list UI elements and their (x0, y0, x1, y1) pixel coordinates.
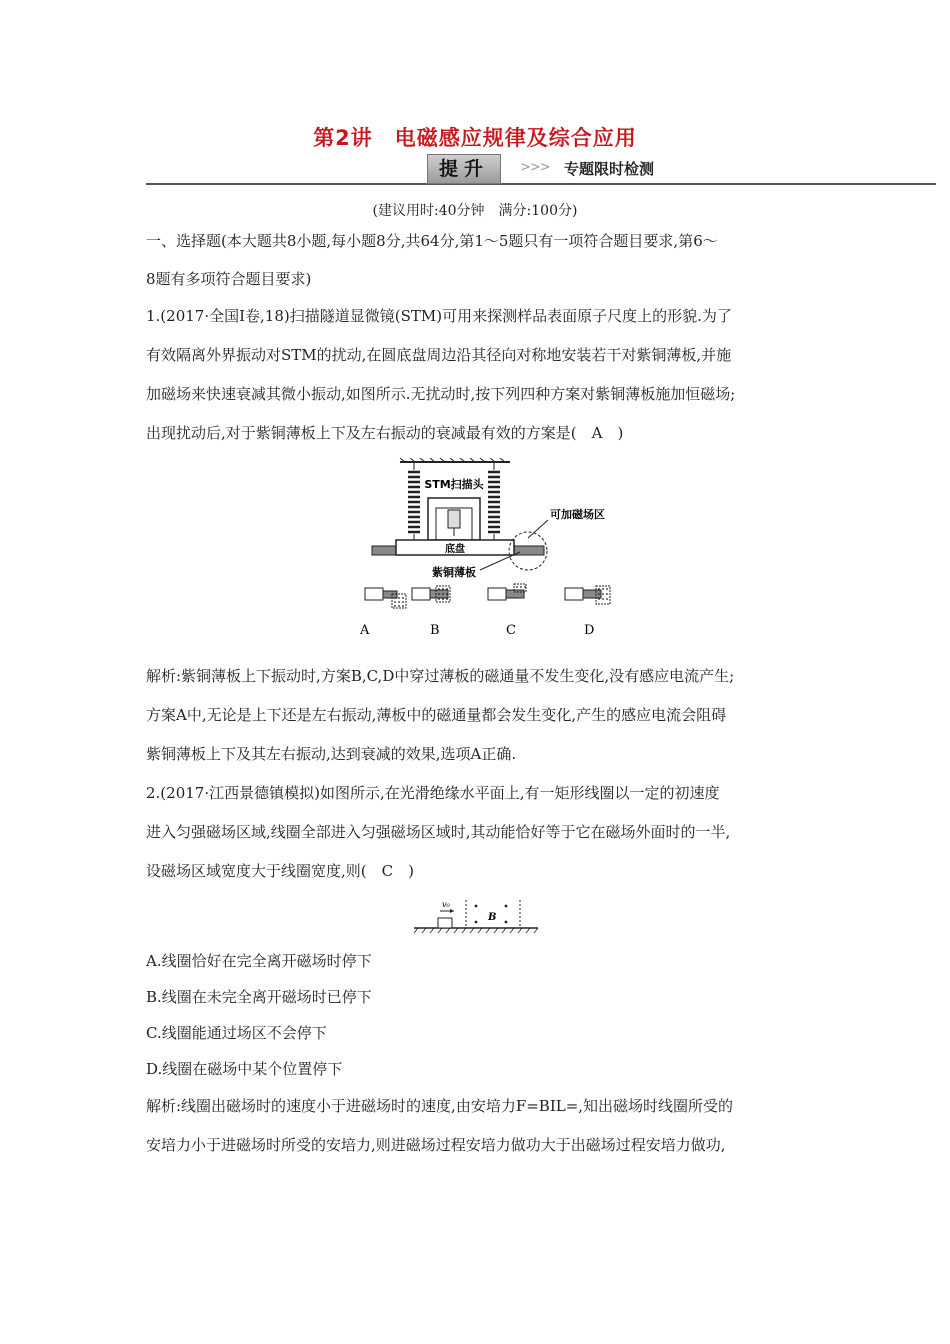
question-1-stem: 有效隔离外界振动对STM的扰动,在圆底盘周边沿其径向对称地安装若干对紫铜薄板,并施 (146, 346, 732, 364)
solution-1: 方案A中,无论是上下还是左右振动,薄板中的磁通量都会发生变化,产生的感应电流会阻碍 (146, 706, 727, 724)
banner-rule (146, 183, 936, 185)
coil-field-figure (412, 896, 542, 938)
chevron-right-icon: >>> (520, 160, 550, 175)
banner-subtitle: 专题限时检测 (564, 160, 655, 178)
disk-label: 底盘 (445, 544, 465, 555)
plate-label: 紫铜薄板 (432, 566, 476, 579)
option-d: D.线圈在磁场中某个位置停下 (146, 1060, 343, 1078)
option-a-label: A (360, 623, 370, 638)
option-b-label: B (430, 623, 440, 638)
option-d-label: D (584, 623, 595, 638)
section-heading: 一、选择题(本大题共8小题,每小题8分,共64分,第1～5题只有一项符合题目要求,第6～ (146, 232, 718, 250)
option-b: B.线圈在未完全离开磁场时已停下 (146, 988, 372, 1006)
section-banner (146, 153, 936, 187)
solution-2: 安培力小于进磁场时所受的安培力,则进磁场过程安培力做功大于出磁场过程安培力做功, (146, 1136, 726, 1154)
question-2-stem: 2.(2017·江西景德镇模拟)如图所示,在光滑绝缘水平面上,有一矩形线圈以一定的初速度 (146, 784, 720, 802)
question-1-stem: 加磁场来快速衰减其微小振动,如图所示.无扰动时,按下列四种方案对紫铜薄板施加恒磁场; (146, 385, 736, 403)
option-a-diagram (360, 588, 406, 638)
stm-label: STM扫描头 (424, 478, 484, 491)
question-1-stem: 1.(2017·全国Ⅰ卷,18)扫描隧道显微镜(STM)可用来探测样品表面原子尺度上的形貌.为了 (146, 307, 732, 325)
question-1-stem: 出现扰动后,对于紫铜薄板上下及左右振动的衰减最有效的方案是( A ) (146, 424, 624, 442)
option-c: C.线圈能通过场区不会停下 (146, 1024, 327, 1042)
solution-1: 紫铜薄板上下及其左右振动,达到衰减的效果,选项A正确. (146, 745, 517, 763)
question-2-stem: 进入匀强磁场区域,线圈全部进入匀强磁场区域时,其动能恰好等于它在磁场外面时的一半, (146, 823, 731, 841)
page-title: 第2讲 电磁感应规律及综合应用 (313, 126, 637, 150)
time-note: (建议用时:40分钟 满分:100分) (372, 203, 578, 219)
option-d-diagram (565, 586, 610, 638)
option-c-label: C (506, 623, 516, 638)
banner-badge: 提升 (427, 154, 501, 184)
section-heading-cont: 8题有多项符合题目要求) (146, 270, 312, 288)
option-b-diagram (412, 586, 450, 638)
question-2-stem: 设磁场区域宽度大于线圈宽度,则( C ) (146, 862, 414, 880)
solution-2: 解析:线圈出磁场时的速度小于进磁场时的速度,由安培力F=BIL=,知出磁场时线圈所受的 (146, 1097, 734, 1115)
zone-label: 可加磁场区 (550, 508, 605, 521)
v0-label: v₀ (442, 900, 450, 909)
stm-figure (360, 458, 620, 643)
solution-1: 解析:紫铜薄板上下振动时,方案B,C,D中穿过薄板的磁通量不发生变化,没有感应电流产生; (146, 667, 735, 685)
option-c-diagram (488, 584, 526, 638)
b-field-label: B (488, 912, 497, 923)
option-a: A.线圈恰好在完全离开磁场时停下 (146, 952, 372, 970)
